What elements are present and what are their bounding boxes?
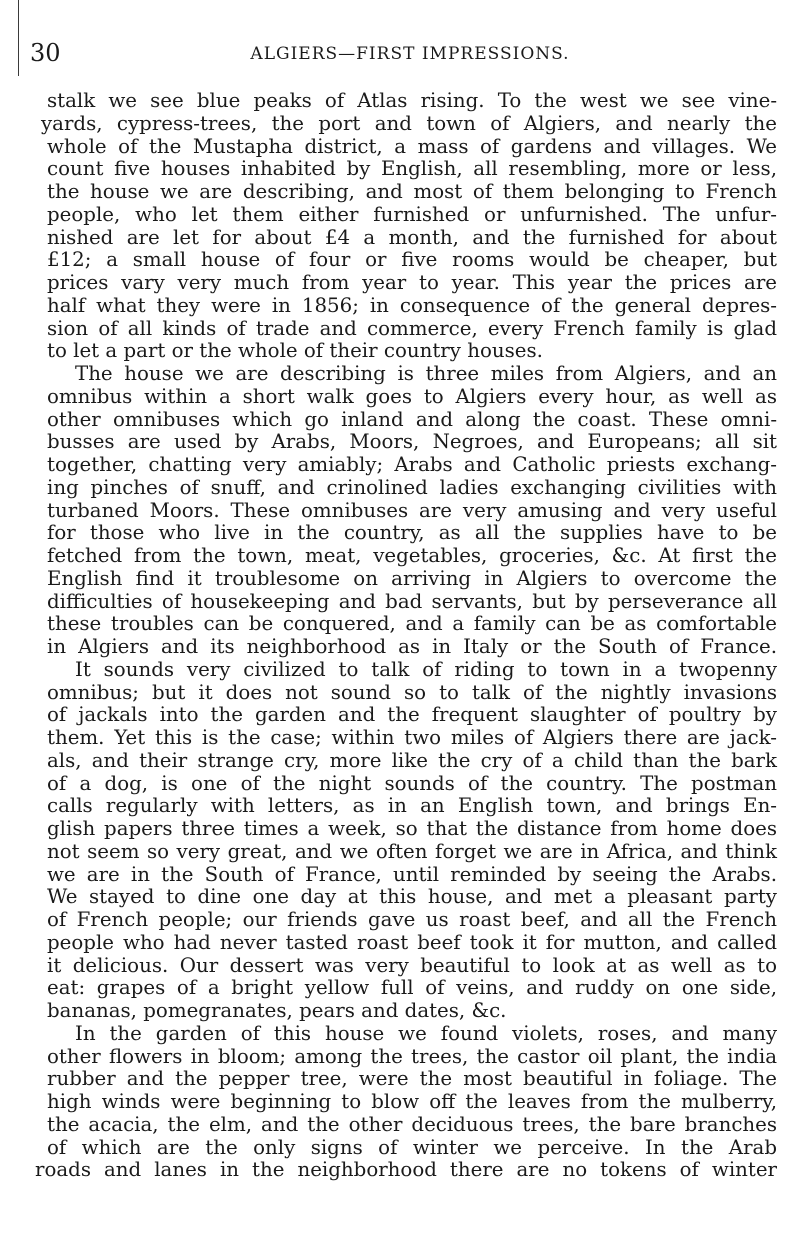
text-line: roads and lanes in the neighborhood there are no tokens of winter xyxy=(35,1158,777,1182)
text-line: We stayed to dine one day at this house, and met a pleasant party xyxy=(47,885,777,909)
text-line: people who had never tasted roast beef took it for mutton, and called xyxy=(47,930,777,954)
text-line: together, chatting very amiably; Arabs and Catholic priests exchang- xyxy=(47,453,777,476)
text-line: omnibus; but it does not sound so to talk of the nightly invasions xyxy=(47,680,777,704)
text-line: of French people; our friends gave us roast beef, and all the French xyxy=(47,908,777,931)
text-line: it delicious. Our dessert was very beautiful to look at as well as to xyxy=(47,953,777,977)
text-line: other flowers in bloom; among the trees, the castor oil plant, the india xyxy=(47,1044,777,1068)
text-line: these troubles can be conquered, and a family can be as comfortable xyxy=(47,612,777,636)
text-line: whole of the Mustapha district, a mass of gardens and villages. We xyxy=(47,134,777,158)
text-line: turbaned Moors. These omnibuses are very amusing and very useful xyxy=(47,498,777,522)
text-line: ing pinches of snuff, and crinolined ladies exchanging civilities with xyxy=(47,475,777,499)
text-line: English find it troublesome on arriving in Algiers to overcome the xyxy=(47,566,777,590)
text-line: them. Yet this is the case; within two miles of Algiers there are jack- xyxy=(47,726,777,749)
paragraph-end-line: to let a part or the whole of their country houses. xyxy=(47,339,543,363)
text-line: count five houses inhabited by English, all resembling, more or less, xyxy=(47,157,777,181)
text-line: the acacia, the elm, and the other deciduous trees, the bare branches xyxy=(47,1112,777,1136)
page-edge-rule xyxy=(18,0,19,76)
text-line: high winds were beginning to blow off the leaves from the mulberry, xyxy=(47,1090,777,1113)
text-line: people, who let them either furnished or unfurnished. The unfur- xyxy=(47,202,777,226)
text-line: rubber and the pepper tree, were the most beautiful in foliage. The xyxy=(47,1067,777,1091)
text-line: busses are used by Arabs, Moors, Negroes, and Europeans; all sit xyxy=(47,430,777,454)
text-line: yards, cypress-trees, the port and town of Algiers, and nearly the xyxy=(41,111,777,135)
text-line: £12; a small house of four or five rooms would be cheaper, but xyxy=(47,248,777,272)
text-line: eat: grapes of a bright yellow full of veins, and ruddy on one side, xyxy=(47,976,777,1000)
text-line: fetched from the town, meat, vegetables, groceries, &c. At first the xyxy=(47,544,777,567)
paragraph-start-line: In the garden of this house we found violets, roses, and many xyxy=(75,1021,777,1045)
paragraph-end-line: bananas, pomegranates, pears and dates, &c. xyxy=(47,999,507,1022)
text-line: prices vary very much from year to year. This year the prices are xyxy=(47,271,777,294)
paragraph-end-line: in Algiers and its neighborhood as in Italy or the South of France. xyxy=(47,635,777,658)
text-line: glish papers three times a week, so that the distance from home does xyxy=(47,817,777,840)
text-line: of a dog, is one of the night sounds of the country. The postman xyxy=(47,771,777,795)
text-line: not seem so very great, and we often forget we are in Africa, and think xyxy=(47,839,777,863)
running-head xyxy=(30,38,790,68)
paragraph-start-line: It sounds very civilized to talk of riding to town in a twopenny xyxy=(75,657,777,681)
text-line: the house we are describing, and most of them belonging to French xyxy=(47,180,777,203)
text-line: other omnibuses which go inland and along the coast. These omni- xyxy=(47,407,777,431)
text-line: half what they were in 1856; in consequence of the general depres- xyxy=(47,293,777,317)
running-title: ALGIERS—FIRST IMPRESSIONS. xyxy=(250,44,570,64)
page-number: 30 xyxy=(30,39,61,67)
text-line: of which are the only signs of winter we perceive. In the Arab xyxy=(47,1135,777,1159)
text-line: for those who live in the country, as all the supplies have to be xyxy=(47,521,777,545)
text-line: nished are let for about £4 a month, and the furnished for about xyxy=(47,225,777,249)
text-line: calls regularly with letters, as in an English town, and brings En- xyxy=(47,794,777,818)
text-line: als, and their strange cry, more like the cry of a child than the bark xyxy=(47,748,777,772)
paragraph-start-line: The house we are describing is three miles from Algiers, and an xyxy=(75,362,777,385)
text-line: sion of all kinds of trade and commerce, every French family is glad xyxy=(47,316,777,340)
text-line: stalk we see blue peaks of Atlas rising. To the west we see vine- xyxy=(47,89,777,112)
text-line: of jackals into the garden and the frequent slaughter of poultry by xyxy=(47,703,777,727)
text-line: we are in the South of France, until reminded by seeing the Arabs. xyxy=(47,862,777,886)
body-text xyxy=(35,89,777,1182)
text-line: omnibus within a short walk goes to Algiers every hour, as well as xyxy=(47,384,777,408)
text-line: difficulties of housekeeping and bad servants, but by perseverance all xyxy=(47,589,777,613)
